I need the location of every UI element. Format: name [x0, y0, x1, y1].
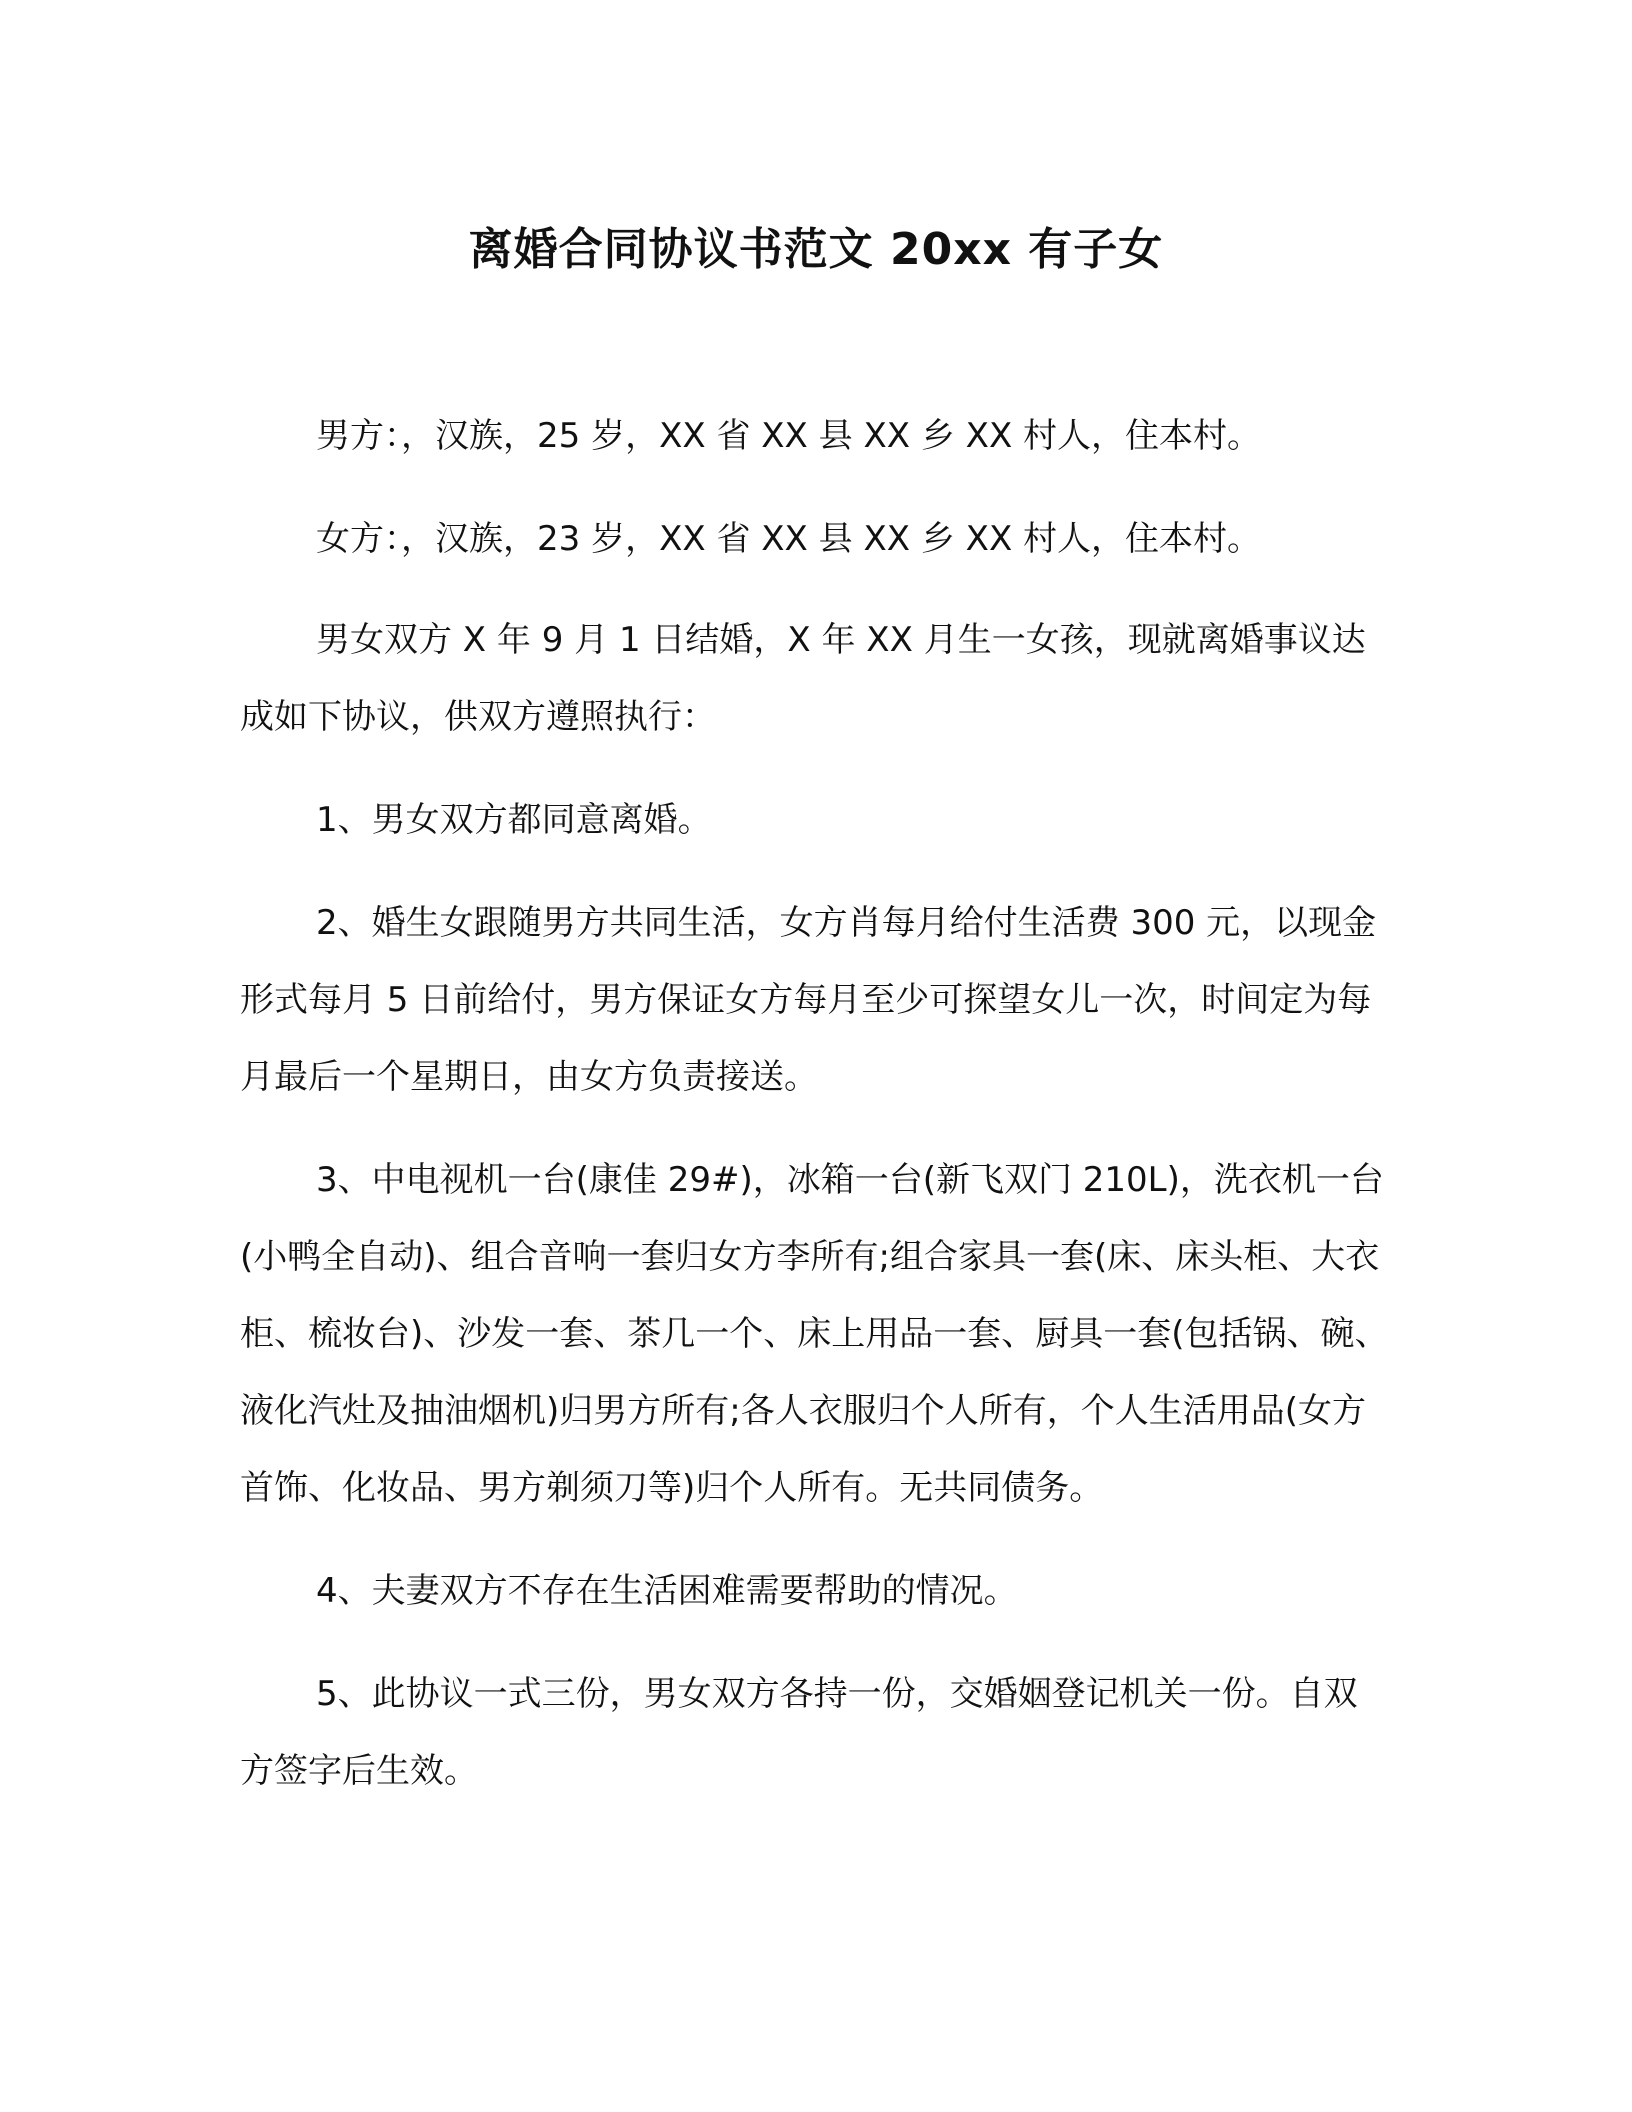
paragraph-marriage-info: 男女双方 X 年 9 月 1 日结婚，X 年 XX 月生一女孩，现就离婚事议达成如下协议，供双方遵照执行： [240, 620, 1366, 737]
paragraph-male-party: 男方：，汉族，25 岁，XX 省 XX 县 XX 乡 XX 村人，住本村。 [316, 416, 1262, 456]
paragraph-clause-5: 5、此协议一式三份，男女双方各持一份，交婚姻登记机关一份。自双方签字后生效。 [240, 1674, 1358, 1791]
paragraph-clause-4: 4、夫妻双方不存在生活困难需要帮助的情况。 [316, 1571, 1018, 1611]
paragraph-clause-3: 3、中电视机一台(康佳 29#)，冰箱一台(新飞双门 210L)，洗衣机一台(小鸭全自动)、组合音响一套归女方李所有;组合家具一套(床、床头柜、大衣柜、梳妆台)、沙发一套、茶几一个、床上用品一套、厨具一套(包括锅、碗、液化汽灶及抽油烟机)归男方所有;各人衣服归个人所有，个人生活用品(女方首饰、化妆品、男方剃须刀等)归个人所有。无共同债务。 [240, 1160, 1389, 1508]
paragraph-clause-2: 2、婚生女跟随男方共同生活，女方肖每月给付生活费 300 元，以现金形式每月 5 日前给付，男方保证女方每月至少可探望女儿一次，时间定为每月最后一个星期日，由女方负责接送。 [240, 903, 1377, 1097]
document-title: 离婚合同协议书范文 20xx 有子女 [468, 224, 1164, 275]
paragraph-female-party: 女方：，汉族，23 岁，XX 省 XX 县 XX 乡 XX 村人，住本村。 [316, 519, 1262, 559]
document-body [240, 398, 1390, 1836]
paragraph-clause-1: 1、男女双方都同意离婚。 [316, 800, 712, 840]
